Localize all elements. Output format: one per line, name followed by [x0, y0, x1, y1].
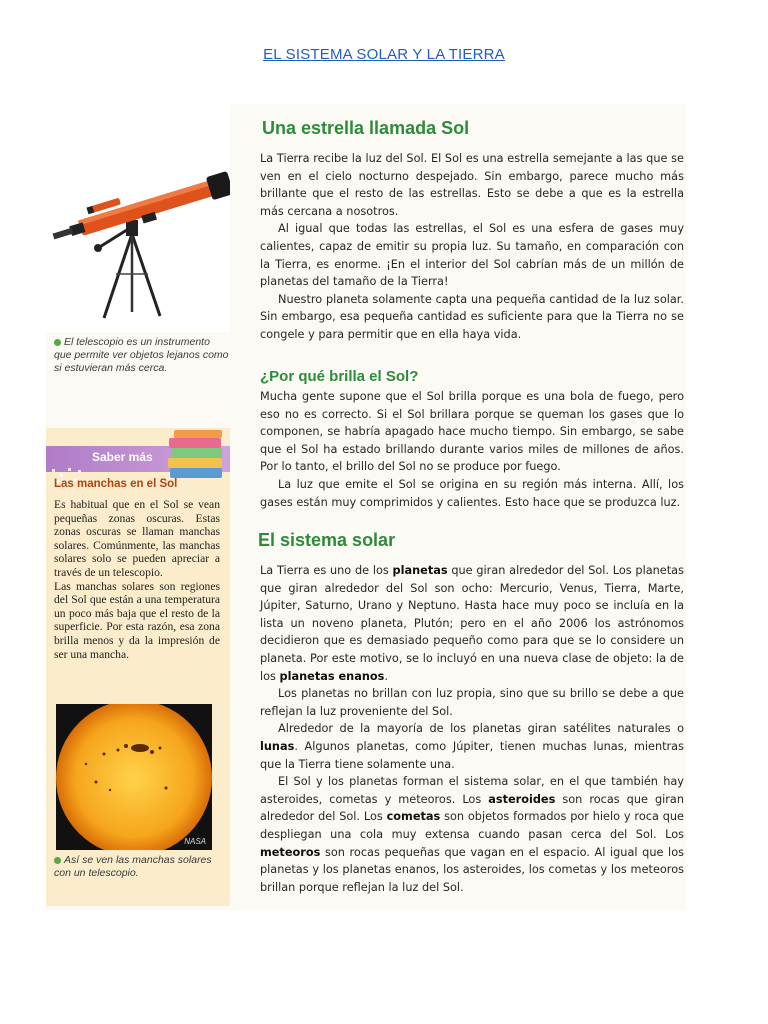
- section-body-brilla: [260, 388, 684, 511]
- paragraph: La Tierra es uno de los planetas que giran alrededor del Sol. Los planetas que giran alrededor del Sol son ocho: Mercurio, Venus, Tierra, Marte, Júpiter, Saturno, Urano y Neptuno. Hasta hace muy poco se incluía en la lista un noveno planeta, Plutón; pero en el año 2006 los astrónomos decidieron que es demasiado pequeño como para que se lo considere un planeta. Por este motivo, se lo incluyó en una nueva clase de objeto: la de los planetas enanos.: [260, 564, 684, 683]
- saber-mas-paragraph-1: Es habitual que en el Sol se vean pequeñas zonas oscuras. Estas zonas oscuras se llaman manchas solares. Comúnmente, las manchas solares solo se pueden apreciar a través de un telescopio.: [54, 498, 220, 579]
- term-lunas: lunas: [260, 739, 295, 753]
- term-asteroides: asteroides: [488, 792, 556, 806]
- paragraph: La luz que emite el Sol se origina en su región más interna. Allí, los gases están muy comprimidos y calientes. Esto hace que se produzca luz.: [260, 477, 684, 509]
- document-title[interactable]: EL SISTEMA SOLAR Y LA TIERRA: [263, 46, 505, 63]
- saber-mas-paragraph-2: Las manchas solares son regiones del Sol que están a una temperatura un poco más baja que el resto de la superficie. Por esta razón, esa zona brilla menos y da la impresión de ser una mancha.: [54, 579, 220, 661]
- bullet-dot-icon: [54, 339, 61, 346]
- sun-caption: Así se ven las manchas solares con un telescopio.: [54, 854, 212, 879]
- paragraph: Nuestro planeta solamente capta una pequeña cantidad de la luz solar. Sin embargo, esa pequeña cantidad es suficiente para que la Tierra no se congele y para permitir que en ella haya vida.: [260, 292, 684, 341]
- saber-mas-text: [54, 498, 220, 661]
- section-heading-brilla: ¿Por qué brilla el Sol?: [260, 368, 419, 385]
- paragraph: Mucha gente supone que el Sol brilla porque es una bola de fuego, pero eso no es correcto. Si el Sol brillara porque se queman los gases que lo componen, se habría apagado hace mucho tiempo. Sin embargo, se sabe que el Sol ha estado brillando durante varios miles de millones de años. Por lo tanto, el brillo del Sol no se produce por fuego.: [260, 390, 684, 474]
- section-heading-sistema-solar: El sistema solar: [258, 530, 396, 550]
- paragraph: Los planetas no brillan con luz propia, sino que su brillo se debe a que reflejan la luz proveniente del Sol.: [260, 687, 684, 718]
- scanned-page: [46, 104, 686, 910]
- term-cometas: cometas: [386, 810, 441, 824]
- term-planetas-enanos: planetas enanos: [279, 669, 385, 683]
- telescope-illustration: [46, 104, 230, 332]
- section-body-sistema-solar: [260, 562, 684, 896]
- bullet-dot-icon: [54, 857, 61, 864]
- sun-photo-credit: NASA: [184, 837, 206, 846]
- saber-mas-box: [46, 428, 230, 906]
- paragraph: El Sol y los planetas forman el sistema solar, en el que también hay asteroides, cometas y meteoros. Los asteroides son rocas que giran alrededor del Sol. Los cometas son objetos formados por hielo y roca que despliegan una cola muy extensa cuando pasan cerca del Sol. Los meteoros son rocas pequeñas que vagan en el espacio. Al igual que los planetas y los planetas enanos, los asteroides, los cometas y los meteoros brillan porque reflejan la luz del Sol.: [260, 775, 684, 894]
- section-heading-estrella: Una estrella llamada Sol: [262, 118, 470, 138]
- telescope-caption: El telescopio es un instrumento que permite ver objetos lejanos como si estuvieran más cerca.: [54, 336, 229, 374]
- section-body-estrella: [260, 150, 684, 344]
- term-meteoros: meteoros: [260, 845, 321, 859]
- sun-photo: [56, 704, 212, 850]
- saber-mas-label: Saber más: [92, 450, 153, 464]
- books-stack-icon: [166, 428, 228, 480]
- paragraph: La Tierra recibe la luz del Sol. El Sol es una estrella semejante a las que se ven en el cielo nocturno despejado. Sin embargo, parece mucho más brillante que el resto de las estrellas. Esto se debe a que es la estrella más cercana a nosotros.: [260, 152, 684, 218]
- left-sidebar: [46, 104, 230, 910]
- paragraph: Al igual que todas las estrellas, el Sol es una esfera de gases muy calientes, capaz de emitir su propia luz. Su tamaño, en comparación con la Tierra, es enorme. ¡En el interior del Sol cabrían más de un millón de planetas del tamaño de la Tierra!: [260, 222, 684, 289]
- saber-mas-heading: Las manchas en el Sol: [54, 478, 178, 490]
- term-planetas: planetas: [392, 564, 448, 577]
- paragraph: Alrededor de la mayoría de los planetas giran satélites naturales o lunas. Algunos planetas, como Júpiter, tienen muchas lunas, mientras que la Tierra tiene solamente una.: [260, 722, 684, 771]
